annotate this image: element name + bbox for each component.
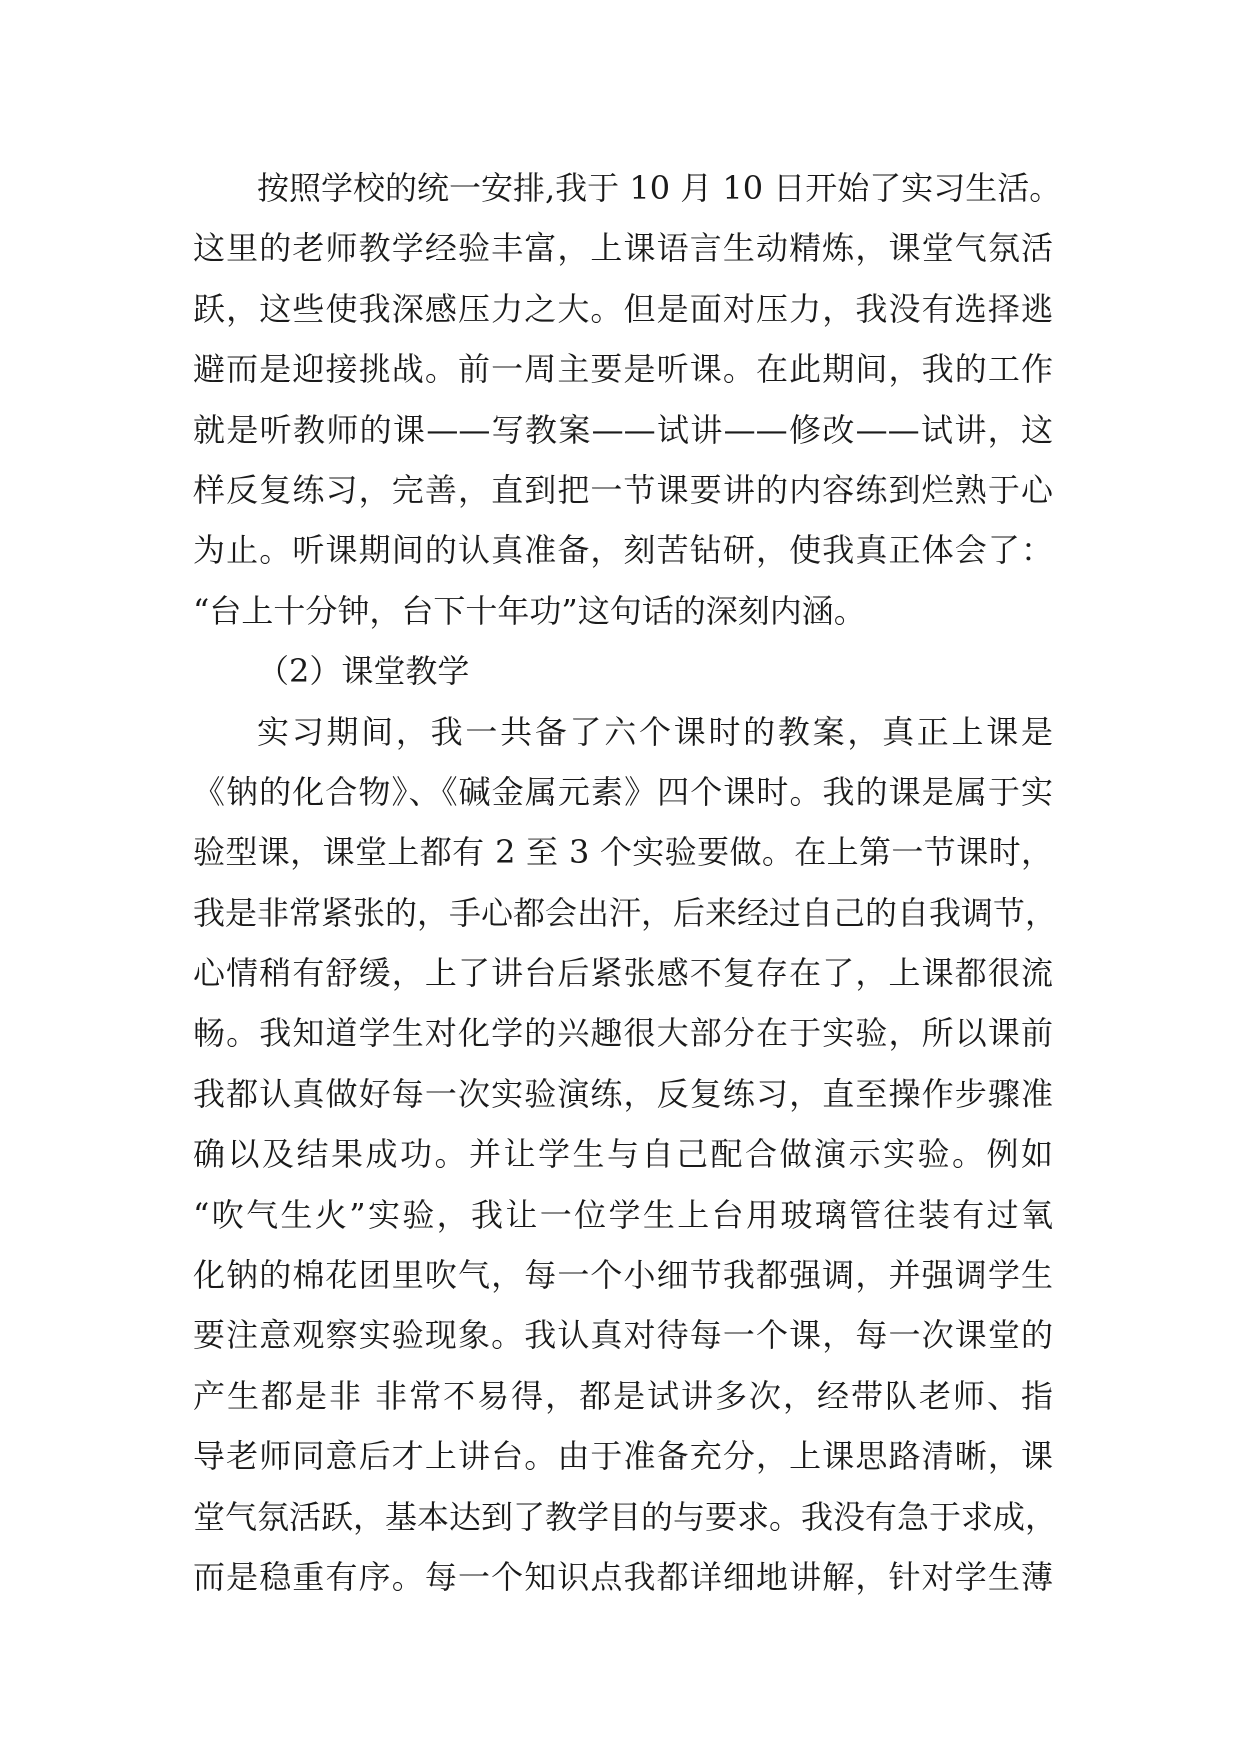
paragraph-line: 避而是迎接挑战。前一周主要是听课。在此期间，我的工作 <box>193 350 1053 389</box>
paragraph-line: 化钠的棉花团里吹气，每一个小细节我都强调，并强调学生 <box>193 1256 1053 1295</box>
paragraph-line: 确以及结果成功。并让学生与自己配合做演示实验。例如 <box>193 1135 1053 1174</box>
paragraph-line: 这里的老师教学经验丰富，上课语言生动精炼，课堂气氛活 <box>193 229 1053 268</box>
paragraph-line: 为止。听课期间的认真准备，刻苦钻研，使我真正体会了： <box>193 531 1053 570</box>
paragraph-line: 堂气氛活跃，基本达到了教学目的与要求。我没有急于求成， <box>193 1497 1058 1536</box>
paragraph-line: 验型课，课堂上都有 2 至 3 个实验要做。在上第一节课时， <box>193 833 1053 872</box>
paragraph-line: 而是稳重有序。每一个知识点我都详细地讲解，针对学生薄 <box>193 1557 1053 1596</box>
paragraph-line: 产生都是非 非常不易得，都是试讲多次，经带队老师、指 <box>193 1376 1053 1415</box>
paragraph-line: 我都认真做好每一次实验演练，反复练习，直至操作步骤准 <box>193 1074 1053 1113</box>
paragraph-line: 导老师同意后才上讲台。由于准备充分，上课思路清晰，课 <box>193 1437 1053 1476</box>
paragraph-line: 按照学校的统一安排,我于 10 月 10 日开始了实习生活。 <box>257 169 1062 207</box>
paragraph-line: 样反复练习，完善，直到把一节课要讲的内容练到烂熟于心 <box>193 470 1053 509</box>
paragraph-line: 就是听教师的课——写教案——试讲——修改——试讲，这 <box>193 410 1053 449</box>
paragraph-line: 畅。我知道学生对化学的兴趣很大部分在于实验，所以课前 <box>193 1014 1053 1053</box>
paragraph-line: 我是非常紧张的，手心都会出汗，后来经过自己的自我调节， <box>193 893 1058 932</box>
document-page <box>193 158 1062 1607</box>
paragraph-line: 《钠的化合物》、《碱金属元素》四个课时。我的课是属于实 <box>193 772 1053 811</box>
paragraph-line: 跃，这些使我深感压力之大。但是面对压力，我没有选择逃 <box>193 289 1053 328</box>
paragraph-line: “台上十分钟，台下十年功”这句话的深刻内涵。 <box>193 591 866 630</box>
paragraph-line: 心情稍有舒缓，上了讲台后紧张感不复存在了，上课都很流 <box>193 954 1053 993</box>
paragraph-line: “吹气生火”实验，我让一位学生上台用玻璃管往装有过氧 <box>193 1195 1053 1234</box>
paragraph-line: 实习期间，我一共备了六个课时的教案，真正上课是 <box>257 712 1053 751</box>
paragraph-line: 要注意观察实验现象。我认真对待每一个课，每一次课堂的 <box>193 1316 1053 1355</box>
section-heading: （2）课堂教学 <box>257 652 470 691</box>
